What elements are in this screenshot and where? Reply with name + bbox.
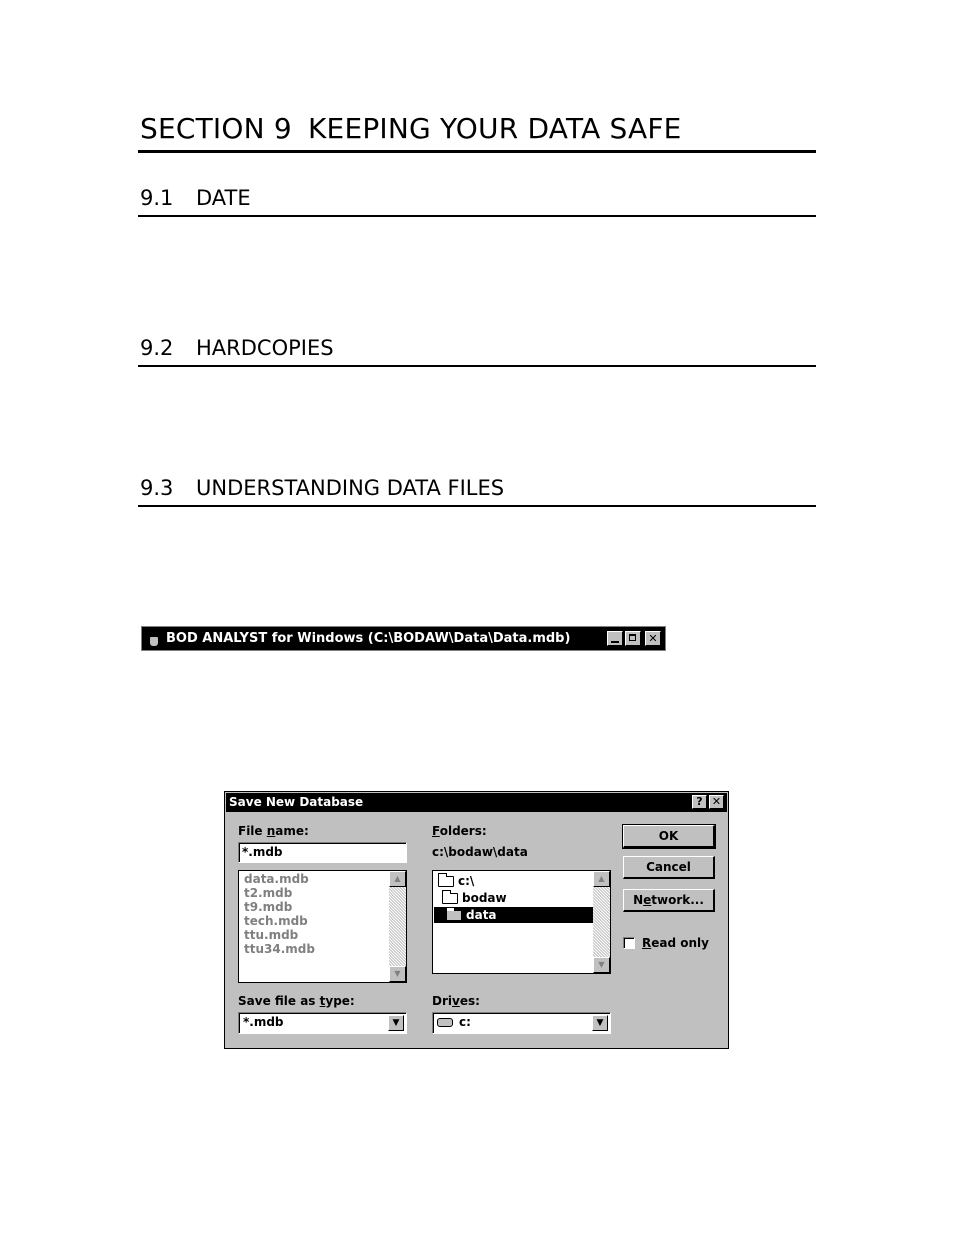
subsection-heading-9-1 [140,186,251,210]
subsection-number: 9.1 [140,186,174,210]
scroll-up-icon[interactable]: ▲ [389,871,406,887]
folder-item-bodaw[interactable]: bodaw [442,891,507,905]
dialog-titlebar [226,793,727,812]
subsection-rule [138,365,816,367]
window-title: BOD ANALYST for Windows (C:\BODAW\Data\Data.mdb) [166,631,571,646]
folders-label: Folders: [432,824,487,838]
folder-open-icon [446,910,462,921]
file-type-value: *.mdb [243,1015,284,1029]
list-item[interactable]: t2.mdb [244,886,293,900]
section-number: SECTION 9 [140,112,292,145]
drive-icon [437,1018,453,1027]
subsection-number: 9.3 [140,476,174,500]
file-list-items [244,872,315,956]
list-item[interactable]: ttu.mdb [244,928,299,942]
list-item[interactable]: t9.mdb [244,900,293,914]
read-only-checkbox[interactable] [623,937,635,949]
subsection-title: HARDCOPIES [196,336,334,360]
section-title: KEEPING YOUR DATA SAFE [308,112,682,145]
cancel-button[interactable]: Cancel [623,856,715,879]
ok-button[interactable]: OK [623,825,715,848]
subsection-number: 9.2 [140,336,174,360]
subsection-rule [138,215,816,217]
file-list-scrollbar[interactable] [389,871,406,982]
close-icon[interactable]: ✕ [709,795,724,809]
drive-value: c: [437,1015,471,1029]
close-icon[interactable]: ✕ [645,631,661,646]
chevron-down-icon[interactable]: ▼ [388,1015,404,1031]
minimize-icon[interactable] [607,631,623,646]
file-type-select[interactable] [238,1012,407,1034]
subsection-title: DATE [196,186,251,210]
scroll-down-icon[interactable]: ▼ [593,957,610,973]
folder-list[interactable] [432,870,611,974]
file-type-label: Save file as type: [238,994,355,1008]
subsection-rule [138,505,816,507]
file-name-input[interactable]: *.mdb [238,842,407,863]
folder-list-scrollbar[interactable] [593,871,610,973]
current-path: c:\bodaw\data [432,845,528,859]
folder-item-root[interactable]: c:\ [438,874,474,888]
folder-open-icon [442,893,458,904]
file-name-label: File name: [238,824,309,838]
drives-select[interactable] [432,1012,611,1034]
section-rule [138,150,816,153]
subsection-heading-9-3 [140,476,504,500]
read-only-label: Read only [642,936,709,950]
save-new-database-dialog [224,791,729,1049]
app-icon [150,637,158,646]
scroll-down-icon[interactable]: ▼ [389,966,406,982]
network-button[interactable]: Network... [623,889,715,912]
app-window-titlebar [141,626,666,651]
dialog-title: Save New Database [229,795,364,809]
list-item[interactable]: data.mdb [244,872,309,886]
subsection-title: UNDERSTANDING DATA FILES [196,476,505,500]
file-list[interactable] [238,870,407,983]
chevron-down-icon[interactable]: ▼ [592,1015,608,1031]
drives-label: Drives: [432,994,480,1008]
scroll-up-icon[interactable]: ▲ [593,871,610,887]
folder-item-data[interactable]: data [434,907,593,923]
folder-open-icon [438,876,454,887]
section-heading [140,112,682,145]
list-item[interactable]: ttu34.mdb [244,942,315,956]
help-icon[interactable]: ? [692,795,707,809]
maximize-icon[interactable] [625,631,641,646]
list-item[interactable]: tech.mdb [244,914,308,928]
subsection-heading-9-2 [140,336,334,360]
